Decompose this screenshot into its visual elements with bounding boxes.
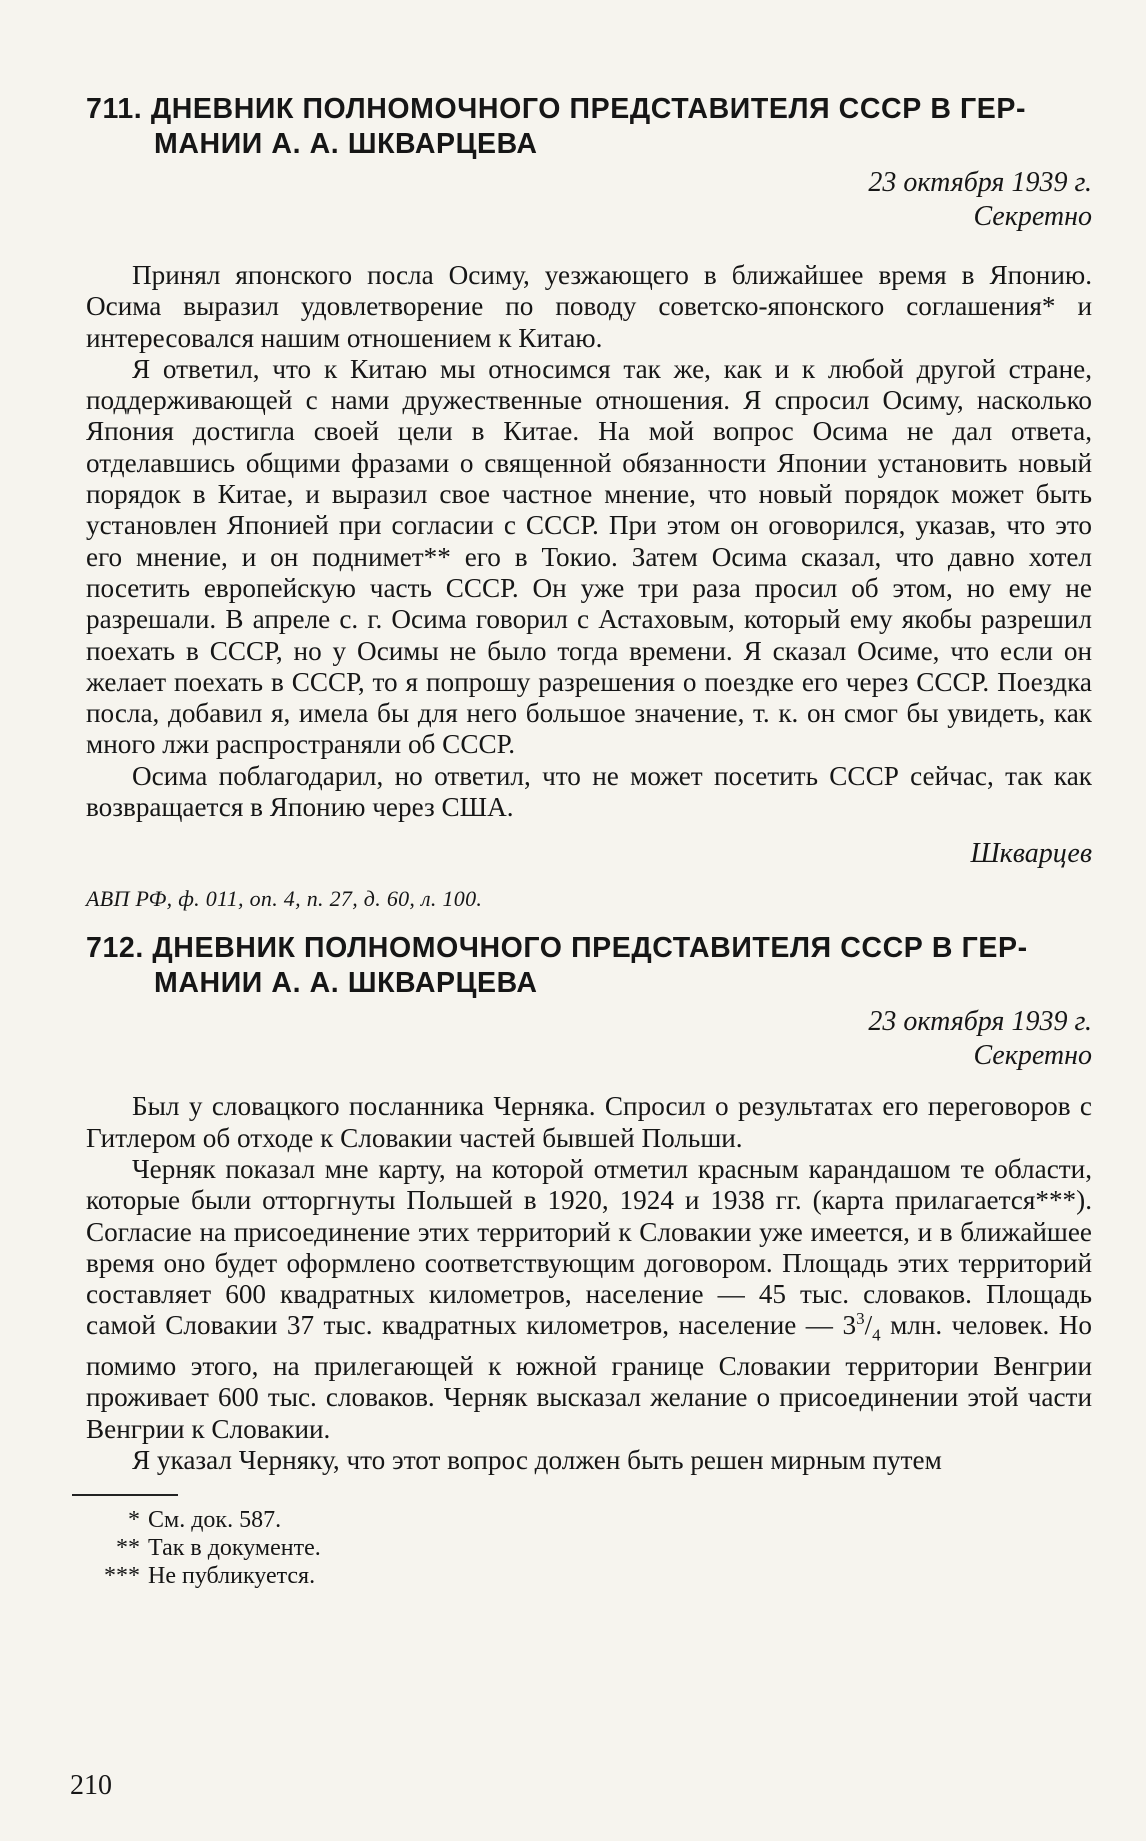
- paragraph: Принял японского посла Осиму, уезжающего в ближайшее время в Японию. Осима выразил удовлетворение по поводу советско-японского соглашения* и интересовался нашим отношением к Китаю.: [86, 260, 1092, 353]
- document-date: 23 октября 1939 г.: [868, 1006, 1092, 1038]
- document-title: [86, 931, 1092, 1001]
- document-711: [86, 92, 1092, 913]
- paragraph-text: Черняк показал мне карту, на которой отметил красным карандашом те области, которые были отторгнуты Польшей в 1920, 1924 и 1938 гг. (карта прилагается***). Согласие на присоединение этих территорий к Словакии уже имеется, и в ближайшее время оно будет оформлено соответствующим договором. Площадь этих территорий составляет 600 квадратных километров, население — 45 тыс. словаков. Площадь самой Словакии 37 тыс. квадратных километров, население —: [86, 1153, 1092, 1341]
- title-line-2: МАНИИ А. А. ШКВАРЦЕВА: [154, 967, 538, 1000]
- footnote: [86, 1506, 1092, 1534]
- classification-label: Секретно: [973, 1040, 1092, 1072]
- footnote-text: См. док. 587.: [148, 1507, 282, 1534]
- signature: Шкварцев: [970, 838, 1092, 870]
- title-line-1: 712. ДНЕВНИК ПОЛНОМОЧНОГО ПРЕДСТАВИТЕЛЯ СССР В ГЕР-: [86, 932, 1028, 965]
- paragraph: Осима поблагодарил, но ответил, что не может посетить СССР сейчас, так как возвращается в Японию через США.: [86, 760, 1092, 823]
- paragraph: Я указал Черняку, что этот вопрос должен быть решен мирным путем: [132, 1445, 942, 1476]
- population-fraction: $3^3/_4$: [842, 1309, 881, 1345]
- footnote-text: Не публикуется.: [148, 1563, 316, 1590]
- footnote: [86, 1534, 1092, 1562]
- footnote-mark: ***: [104, 1563, 140, 1590]
- footnote: [86, 1562, 1092, 1590]
- footnote-divider: [72, 1494, 178, 1496]
- classification-label: Секретно: [973, 201, 1092, 232]
- document-date: 23 октября 1939 г.: [868, 167, 1092, 198]
- footnote-mark: **: [116, 1535, 140, 1562]
- title-line-1: 711. ДНЕВНИК ПОЛНОМОЧНОГО ПРЕДСТАВИТЕЛЯ СССР В ГЕР-: [86, 93, 1027, 125]
- document-body: [86, 1091, 1092, 1476]
- document-712: [86, 931, 1092, 1476]
- paragraph: Я ответил, что к Китаю мы относимся так же, как и к любой другой стране, поддерживающей с нами дружественные отношения. Я спросил Осиму, насколько Япония достигла своей цели в Китае. На мой вопрос Осима не дал ответа, отделавшись общими фразами о священной обязанности Японии установить новый порядок в Китае, и выразил свое частное мнение, что новый порядок может быть установлен Японией при согласии с СССР. При этом он оговорился, указав, что это его мнение, и он поднимет** его в Токио. Затем Осима сказал, что давно хотел посетить европейскую часть СССР. Он уже три раза просил об этом, но ему не разрешали. В апреле с. г. Осима говорил с Астаховым, который ему якобы разрешил поехать в СССР, но у Осимы не было тогда времени. Я сказал Осиме, что если он желает поехать в СССР, то я попрошу разрешения о поездке его через СССР. Поездка посла, добавил я, имела бы для него большое значение, т. к. он смог бы увидеть, как много лжи распространяли об СССР.: [86, 353, 1092, 760]
- page-content: [86, 92, 1092, 1590]
- archive-source: АВП РФ, ф. 011, оп. 4, п. 27, д. 60, л. 100.: [86, 886, 483, 912]
- paragraph-text: млн. человек. Но помимо этого, на прилегающей к южной границе Словакии территории Венгрии проживает 600 тыс. словаков. Черняк высказал желание о присоединении этой части Венгрии к Словакии.: [86, 1310, 1093, 1444]
- footnote-text: Так в документе.: [148, 1535, 321, 1562]
- page-number: 210: [70, 1770, 112, 1801]
- paragraph: [86, 1154, 1092, 1445]
- document-body: [86, 260, 1092, 823]
- title-line-2: МАНИИ А. А. ШКВАРЦЕВА: [154, 128, 538, 160]
- footnotes: [86, 1506, 1092, 1590]
- document-title: [86, 92, 1092, 162]
- paragraph: Был у словацкого посланника Черняка. Спросил о результатах его переговоров с Гитлером об отходе к Словакии частей бывшей Польши.: [86, 1091, 1092, 1153]
- footnote-mark: *: [128, 1507, 140, 1534]
